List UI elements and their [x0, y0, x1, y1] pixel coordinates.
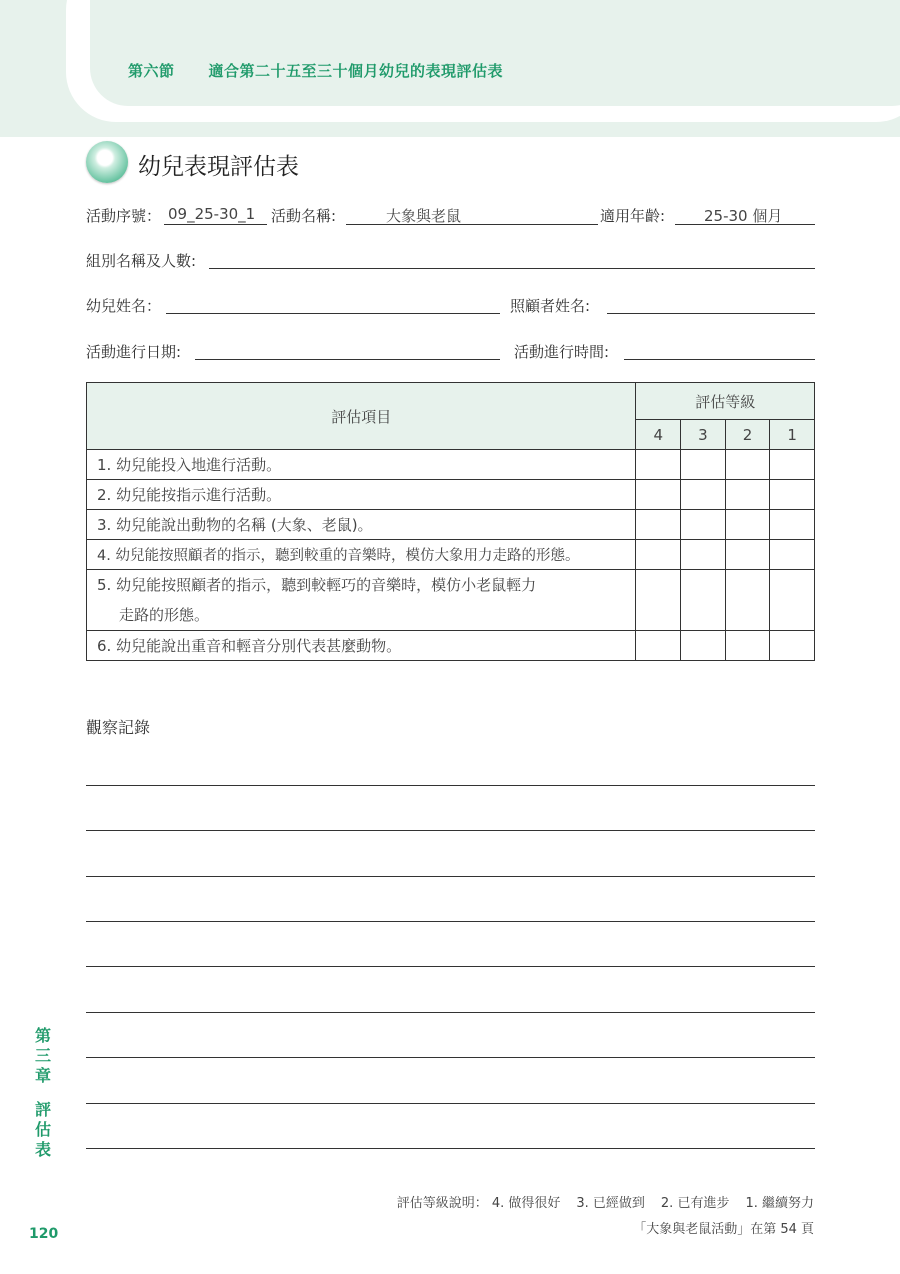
observation-line[interactable] [86, 1012, 815, 1013]
child-name-field[interactable] [166, 293, 500, 314]
evaluation-table [86, 382, 815, 661]
observation-line[interactable] [86, 830, 815, 831]
grade-checkbox-4[interactable] [636, 450, 681, 480]
grade-checkbox-4[interactable] [636, 631, 681, 661]
table-row [87, 480, 815, 510]
grade-legend [397, 1192, 814, 1211]
date-field[interactable] [195, 339, 500, 360]
time-label: 活動進行時間: [514, 343, 610, 361]
grade-checkbox-3[interactable] [681, 480, 726, 510]
item-text: 5. 幼兒能按照顧者的指示，聽到較輕巧的音樂時，模仿小老鼠輕力 [97, 576, 537, 594]
grade-checkbox-2[interactable] [725, 450, 770, 480]
grade-checkbox-1[interactable] [770, 450, 815, 480]
item-text: 4. 幼兒能按照顧者的指示，聽到較重的音樂時，模仿大象用力走路的形態。 [87, 540, 636, 570]
page-number: 120 [29, 1226, 59, 1242]
grade-checkbox-3[interactable] [681, 450, 726, 480]
observation-title: 觀察記錄 [86, 718, 151, 737]
item-text-continuation: 走路的形態。 [119, 606, 210, 624]
chapter-name-char: 估 [34, 1120, 51, 1139]
chapter-name-char: 評 [34, 1100, 51, 1119]
legend-item: 3. 已經做到 [576, 1196, 645, 1211]
section-title: 適合第二十五至三十個月幼兒的表現評估表 [208, 62, 504, 80]
grade-checkbox-3[interactable] [681, 631, 726, 661]
grade-checkbox-4[interactable] [636, 570, 681, 631]
chapter-side-tab [33, 1026, 53, 1160]
grade-checkbox-2[interactable] [725, 540, 770, 570]
grade-header: 評估等級 [636, 383, 815, 420]
table-row [87, 450, 815, 480]
item-text: 1. 幼兒能投入地進行活動。 [87, 450, 636, 480]
grade-checkbox-2[interactable] [725, 631, 770, 661]
grade-checkbox-1[interactable] [770, 510, 815, 540]
legend-item: 2. 已有進步 [660, 1196, 730, 1211]
grade-checkbox-3[interactable] [681, 570, 726, 631]
table-row [87, 631, 815, 661]
section-number: 第六節 [128, 62, 175, 80]
legend-label: 評估等級說明： [396, 1196, 488, 1211]
activity-no-value: 09_25-30_1 [168, 205, 256, 223]
time-field[interactable] [624, 339, 815, 360]
item-text: 3. 幼兒能說出動物的名稱 (大象、老鼠)。 [87, 510, 636, 540]
age-value: 25-30 個月 [704, 207, 783, 225]
grade-1-header: 1 [770, 420, 815, 450]
grade-2-header: 2 [725, 420, 770, 450]
grade-checkbox-2[interactable] [725, 480, 770, 510]
table-row [87, 540, 815, 570]
activity-no-label: 活動序號： [86, 207, 162, 225]
chapter-char: 三 [34, 1046, 51, 1065]
grade-checkbox-1[interactable] [770, 540, 815, 570]
chapter-char: 章 [34, 1066, 51, 1085]
section-header [128, 60, 503, 81]
chapter-name-char: 表 [34, 1140, 51, 1159]
activity-name-value: 大象與老鼠 [386, 207, 462, 225]
observation-line[interactable] [86, 966, 815, 967]
group-label: 組別名稱及人數: [86, 252, 197, 270]
child-name-label: 幼兒姓名： [86, 297, 162, 315]
observation-line[interactable] [86, 1057, 815, 1058]
form-title: 幼兒表現評估表 [138, 154, 299, 180]
grade-checkbox-4[interactable] [636, 480, 681, 510]
item-text: 6. 幼兒能說出重音和輕音分別代表甚麼動物。 [87, 631, 636, 661]
observation-line[interactable] [86, 921, 815, 922]
observation-line[interactable] [86, 1148, 815, 1149]
grade-checkbox-4[interactable] [636, 510, 681, 540]
grade-checkbox-4[interactable] [636, 540, 681, 570]
grade-checkbox-1[interactable] [770, 570, 815, 631]
grade-4-header: 4 [636, 420, 681, 450]
table-row [87, 510, 815, 540]
activity-reference: 「大象與老鼠活動」在第 54 頁 [633, 1222, 814, 1237]
group-field[interactable] [209, 248, 815, 269]
carer-name-label: 照顧者姓名: [510, 297, 591, 315]
activity-name-field[interactable] [346, 204, 598, 225]
observation-line[interactable] [86, 876, 815, 877]
grade-checkbox-1[interactable] [770, 480, 815, 510]
legend-item: 4. 做得很好 [491, 1196, 561, 1211]
item-text-multiline [87, 570, 636, 631]
grade-3-header: 3 [681, 420, 726, 450]
age-label: 適用年齡: [600, 207, 666, 225]
header-tab-inner [90, 0, 900, 106]
legend-item: 1. 繼續努力 [745, 1196, 814, 1211]
chapter-char: 第 [34, 1026, 51, 1045]
grade-checkbox-2[interactable] [725, 570, 770, 631]
observation-line[interactable] [86, 785, 815, 786]
date-label: 活動進行日期: [86, 343, 182, 361]
item-header: 評估項目 [87, 383, 636, 450]
observation-line[interactable] [86, 1103, 815, 1104]
grade-checkbox-2[interactable] [725, 510, 770, 540]
carer-name-field[interactable] [607, 293, 815, 314]
item-text: 2. 幼兒能按指示進行活動。 [87, 480, 636, 510]
grade-checkbox-3[interactable] [681, 510, 726, 540]
table-row [87, 570, 815, 631]
activity-name-label: 活動名稱: [271, 207, 337, 225]
bubble-icon [86, 141, 128, 183]
grade-checkbox-1[interactable] [770, 631, 815, 661]
grade-checkbox-3[interactable] [681, 540, 726, 570]
